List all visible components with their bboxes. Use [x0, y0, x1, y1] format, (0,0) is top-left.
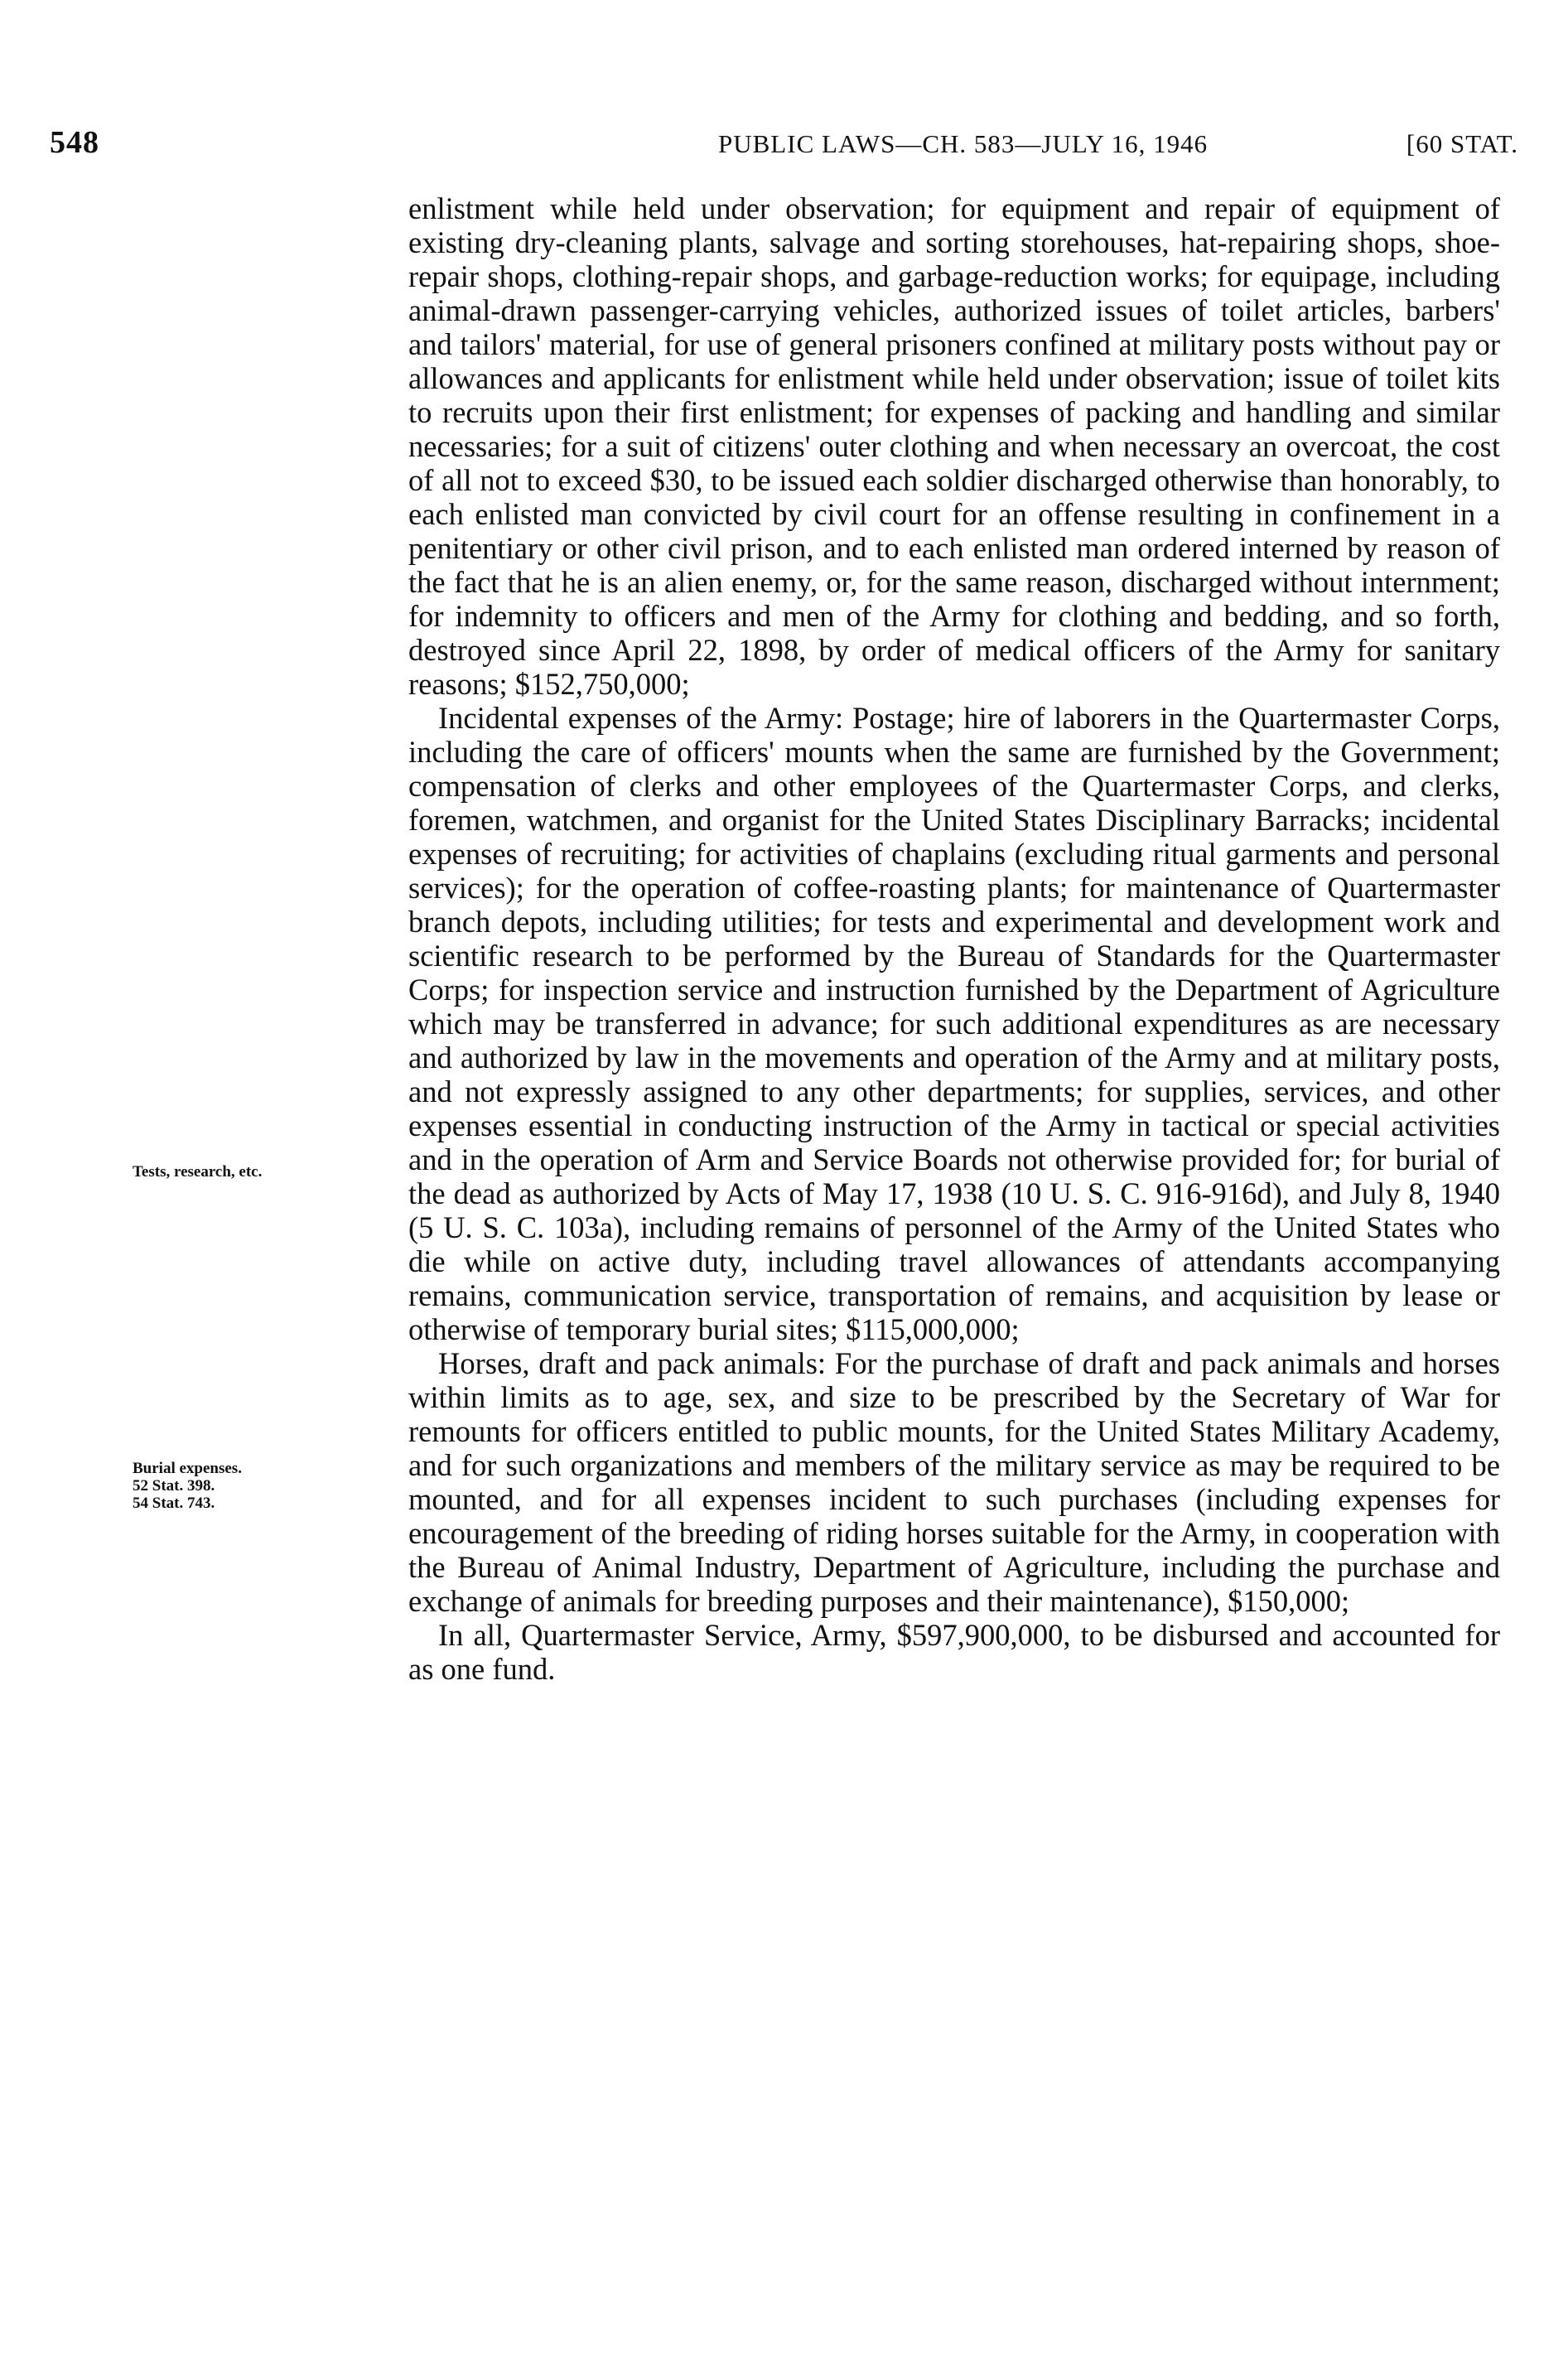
paragraph-incidental-expenses: Incidental expenses of the Army: Postage; hire of laborers in the Quartermaster Corps, including the care of officers' mounts when the same are furnished by the Government; compensation of clerks and other employees of the Quartermaster Corps, and clerks, foremen, watchmen, and organist for the United States Disciplinary Barracks; incidental expenses of recruiting; for activities of chaplains (excluding ritual garments and personal services); for the operation of coffee-roasting plants; for maintenance of Quartermaster branch depots, including utilities; for tests and experimental and development work and scientific research to be performed by the Bureau of Standards for the Quartermaster Corps; for inspection service and instruction furnished by the Department of Agriculture which may be transferred in advance; for such additional expenditures as are necessary and authorized by law in the movements and operation of the Army and at military posts, and not expressly assigned to any other departments; for supplies, services, and other expenses essential in conducting instruction of the Army in tactical or special activities and in the operation of Arm and Service Boards not otherwise provided for; for burial of the dead as authorized by Acts of May 17, 1938 (10 U. S. C. 916-916d), and July 8, 1940 (5 U. S. C. 103a), including remains of personnel of the Army of the United States who die while on active duty, including travel allowances of attendants accompanying remains, communication service, transportation of remains, and acquisition by lease or otherwise of temporary burial sites; $115,000,000;: [408, 701, 1500, 1346]
margin-note-burial-ref-1: 52 Stat. 398.: [133, 1477, 215, 1495]
paragraph-clothing: enlistment while held under observation; for equipment and repair of equipment of existing dry-cleaning plants, salvage and sorting storehouses, hat-repairing shops, shoe-repair shops, clothing-repair shops, and garbage-reduction works; for equipage, including animal-drawn passenger-carrying vehicles, authorized issues of toilet articles, barbers' and tailors' material, for use of general prisoners confined at military posts without pay or allowances and applicants for enlistment while held under observation; issue of toilet kits to recruits upon their first enlistment; for expenses of packing and handling and similar necessaries; for a suit of citizens' outer clothing and when necessary an overcoat, the cost of all not to exceed $30, to be issued each soldier discharged otherwise than honorably, to each enlisted man convicted by civil court for an offense resulting in confinement in a penitentiary or other civil prison, and to each enlisted man ordered interned by reason of the fact that he is an alien enemy, or, for the same reason, discharged without internment; for indemnity to officers and men of the Army for clothing and bedding, and so forth, destroyed since April 22, 1898, by order of medical officers of the Army for sanitary reasons; $152,750,000;: [408, 191, 1500, 701]
page-header: [50, 124, 1518, 166]
margin-note-tests: Tests, research, etc.: [133, 1163, 263, 1181]
running-title: PUBLIC LAWS—CH. 583—JULY 16, 1946: [718, 129, 1209, 158]
paragraph-total: In all, Quartermaster Service, Army, $597,900,000, to be disbursed and accounted for as one fund.: [408, 1618, 1500, 1686]
margin-note-burial-title: Burial expenses.: [133, 1460, 242, 1477]
margin-note-burial: [133, 1460, 242, 1512]
body-text: [408, 191, 1500, 1686]
page-number: 548: [50, 125, 99, 160]
paragraph-horses: Horses, draft and pack animals: For the purchase of draft and pack animals and horses within limits as to age, sex, and size to be prescribed by the Secretary of War for remounts for officers entitled to public mounts, for the United States Military Academy, and for such organizations and members of the military service as may be required to be mounted, and for all expenses incident to such purchases (including expenses for encouragement of the breeding of riding horses suitable for the Army, in cooperation with the Bureau of Animal Industry, Department of Agriculture, including the purchase and exchange of animals for breeding purposes and their maintenance), $150,000;: [408, 1346, 1500, 1618]
volume-reference: [60 STAT.: [1406, 129, 1518, 158]
margin-note-burial-ref-2: 54 Stat. 743.: [133, 1495, 215, 1512]
